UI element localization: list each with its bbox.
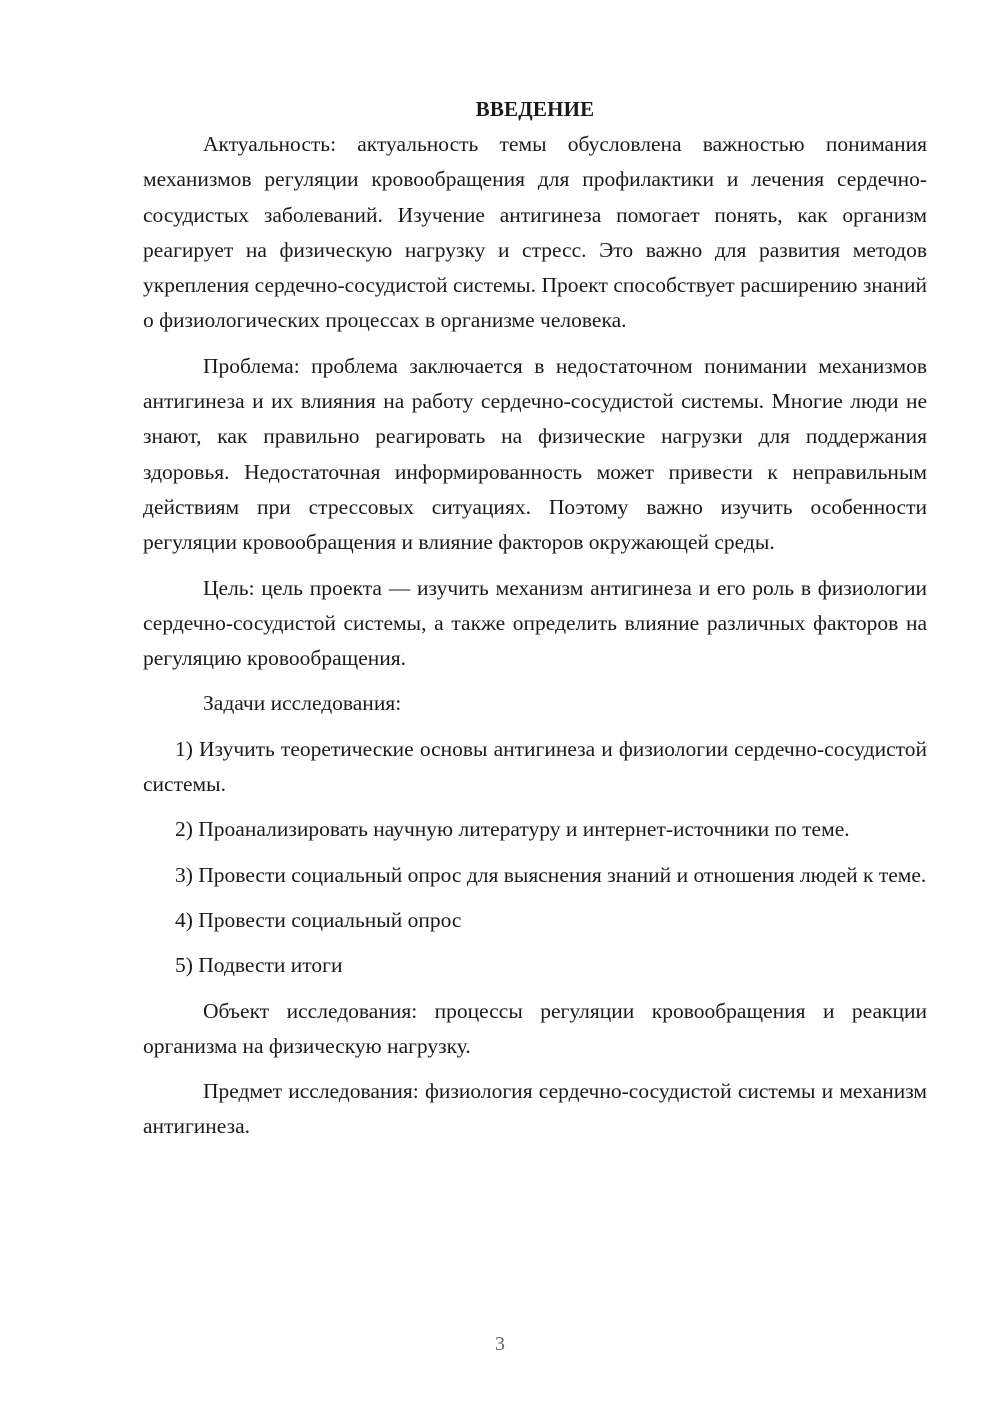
- tasks-heading: Задачи исследования:: [203, 691, 402, 716]
- page-number: 3: [495, 1333, 505, 1355]
- section-heading: ВВЕДЕНИЕ: [475, 97, 595, 121]
- task-item: 2) Проанализировать научную литературу и интернет-источники по теме.: [175, 817, 850, 842]
- task-item: 3) Провести социальный опрос для выяснения знаний и отношения людей к теме.: [175, 862, 927, 887]
- document-body: [143, 92, 927, 1145]
- paragraph-problem: Проблема: проблема заключается в недостаточном понимании механизмов антигинеза и их влияния на работу сердечно-сосудистой системы. Многие люди не знают, как правильно реагировать на физические нагрузки для поддержания здоровья. Недостаточная информированность может привести к неправильным действиям при стрессовых ситуациях. Поэтому важно изучить особенности регуляции кровообращения и влияние факторов окружающей среды.: [143, 353, 927, 555]
- paragraph-goal: Цель: цель проекта — изучить механизм антигинеза и его роль в физиологии сердечно-сосудистой системы, а также определить влияние различных факторов на регуляцию кровообращения.: [143, 575, 927, 671]
- task-item: 5) Подвести итоги: [175, 953, 343, 978]
- task-item: 1) Изучить теоретические основы антигинеза и физиологии сердечно-сосудистой системы.: [143, 736, 927, 797]
- paragraph-object: Объект исследования: процессы регуляции кровообращения и реакции организма на физическую нагрузку.: [143, 998, 927, 1058]
- paragraph-subject: Предмет исследования: физиология сердечно-сосудистой системы и механизм антигинеза.: [143, 1079, 927, 1139]
- paragraph-relevance: Актуальность: актуальность темы обусловлена важностью понимания механизмов регуляции кровообращения для профилактики и лечения сердечно-сосудистых заболеваний. Изучение антигинеза помогает понять, как организм реагирует на физическую нагрузку и стресс. Это важно для развития методов укрепления сердечно-сосудистой системы. Проект способствует расширению знаний о физиологических процессах в организме человека.: [143, 132, 927, 333]
- task-item: 4) Провести социальный опрос: [175, 907, 462, 932]
